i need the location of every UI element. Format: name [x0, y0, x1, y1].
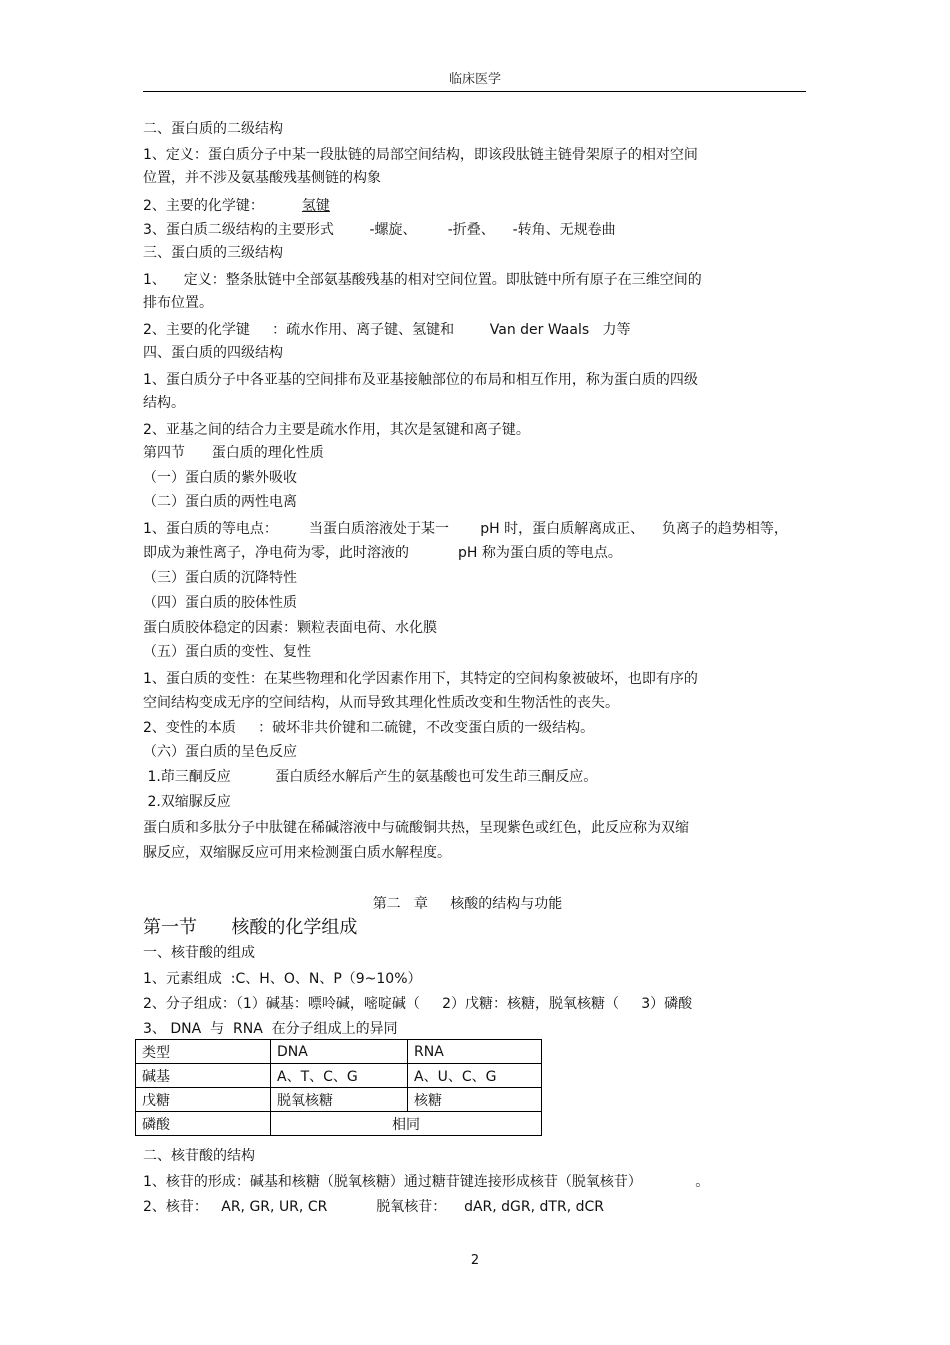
heading-quaternary-structure: 四、蛋白质的四级结构 [143, 345, 283, 361]
paragraph-line: 1、蛋白质的变性：在某些物理和化学因素作用下，其特定的空间构象被破坏，也即有序的 [143, 671, 698, 687]
section-heading: 第四节 蛋白质的理化性质 [143, 445, 324, 461]
paragraph-line: 位置，并不涉及氨基酸残基侧链的构象 [143, 170, 381, 186]
table-cell: A、T、C、G [271, 1064, 408, 1088]
table-cell: 脱氧核糖 [271, 1088, 408, 1112]
heading-secondary-structure: 二、蛋白质的二级结构 [143, 121, 283, 137]
paragraph-line: 1、 定义：整条肽链中全部氨基酸残基的相对空间位置。即肽链中所有原子在三维空间的 [143, 272, 702, 288]
paragraph-line: 2、核苷： AR, GR, UR, CR 脱氧核苷： dAR, dGR, dTR, dCR [143, 1199, 604, 1215]
paragraph-line: 1、蛋白质的等电点： 当蛋白质溶液处于某一 pH 时，蛋白质解离成正、 负离子的趋势相等， [143, 521, 788, 537]
section-heading-large: 第一节 核酸的化学组成 [143, 917, 358, 938]
paragraph-line: 2、变性的本质 ：破坏非共价键和二硫键，不改变蛋白质的一级结构。 [143, 720, 595, 736]
table-cell: A、U、C、G [408, 1064, 542, 1088]
chapter-title: 第二 章 核酸的结构与功能 [372, 896, 563, 912]
paragraph-line: 蛋白质和多肽分子中肽键在稀碱溶液中与硫酸铜共热，呈现紫色或红色，此反应称为双缩 [143, 820, 689, 836]
dna-rna-comparison-table [135, 1039, 542, 1136]
paragraph-line: 2、主要的化学键 ：疏水作用、离子键、氢键和 Van der Waals 力等 [143, 322, 631, 338]
table-row [136, 1112, 542, 1136]
subheading: （三）蛋白质的沉降特性 [143, 570, 297, 586]
table-cell: 戊糖 [136, 1088, 271, 1112]
paragraph-line: 1.茚三酮反应 蛋白质经水解后产生的氨基酸也可发生茚三酮反应。 [143, 769, 598, 785]
paragraph-line [143, 198, 330, 215]
paragraph-line: 1、定义：蛋白质分子中某一段肽链的局部空间结构，即该段肽链主链骨架原子的相对空间 [143, 147, 698, 163]
table-header-row [136, 1040, 542, 1064]
subheading: （六）蛋白质的呈色反应 [143, 744, 297, 760]
page-number: 2 [470, 1253, 480, 1268]
paragraph-line: 2、分子组成：（1）碱基：嘌呤碱，嘧啶碱（ 2）戊糖：核糖，脱氧核糖（ 3）磷酸 [143, 996, 693, 1012]
subheading: （四）蛋白质的胶体性质 [143, 595, 297, 611]
paragraph-line: 结构。 [143, 395, 185, 411]
heading-tertiary-structure: 三、蛋白质的三级结构 [143, 245, 283, 261]
running-header: 临床医学 [448, 72, 501, 87]
table-row [136, 1064, 542, 1088]
subheading: 一、核苷酸的组成 [143, 945, 255, 961]
paragraph-line: 2、亚基之间的结合力主要是疏水作用，其次是氢键和离子键。 [143, 422, 530, 438]
table-cell: RNA [408, 1040, 542, 1064]
table-cell: 碱基 [136, 1064, 271, 1088]
subheading: （五）蛋白质的变性、复性 [143, 644, 311, 660]
paragraph-line: 1、核苷的形成：碱基和核糖（脱氧核糖）通过糖苷键连接形成核苷（脱氧核苷） 。 [143, 1174, 710, 1190]
subheading: （二）蛋白质的两性电离 [143, 494, 297, 510]
table-row [136, 1088, 542, 1112]
subheading: （一）蛋白质的紫外吸收 [143, 470, 297, 486]
table-cell: 核糖 [408, 1088, 542, 1112]
header-divider [143, 91, 806, 92]
paragraph-line: 排布位置。 [143, 295, 213, 311]
paragraph-line: 3、 DNA 与 RNA 在分子组成上的异同 [143, 1021, 398, 1037]
paragraph-line: 蛋白质胶体稳定的因素：颗粒表面电荷、水化膜 [143, 620, 437, 636]
subheading: 二、核苷酸的结构 [143, 1148, 255, 1164]
underlined-answer: 氢键 [301, 198, 330, 214]
paragraph-line: 1、蛋白质分子中各亚基的空间排布及亚基接触部位的布局和相互作用，称为蛋白质的四级 [143, 372, 698, 388]
table-cell: 类型 [136, 1040, 271, 1064]
paragraph-line: 即成为兼性离子，净电荷为零，此时溶液的 pH 称为蛋白质的等电点。 [143, 545, 622, 561]
paragraph-line: 3、蛋白质二级结构的主要形式 -螺旋、 -折叠、 -转角、无规卷曲 [143, 222, 616, 238]
paragraph-line: 空间结构变成无序的空间结构，从而导致其理化性质改变和生物活性的丧失。 [143, 695, 619, 711]
paragraph-line: 2.双缩脲反应 [143, 794, 231, 810]
table-cell: DNA [271, 1040, 408, 1064]
label-text: 2、主要的化学键： [143, 198, 264, 214]
paragraph-line: 1、元素组成 :C、H、O、N、P（9~10%） [143, 971, 422, 987]
table-cell-merged: 相同 [271, 1112, 542, 1136]
paragraph-line: 脲反应，双缩脲反应可用来检测蛋白质水解程度。 [143, 845, 451, 861]
table-cell: 磷酸 [136, 1112, 271, 1136]
